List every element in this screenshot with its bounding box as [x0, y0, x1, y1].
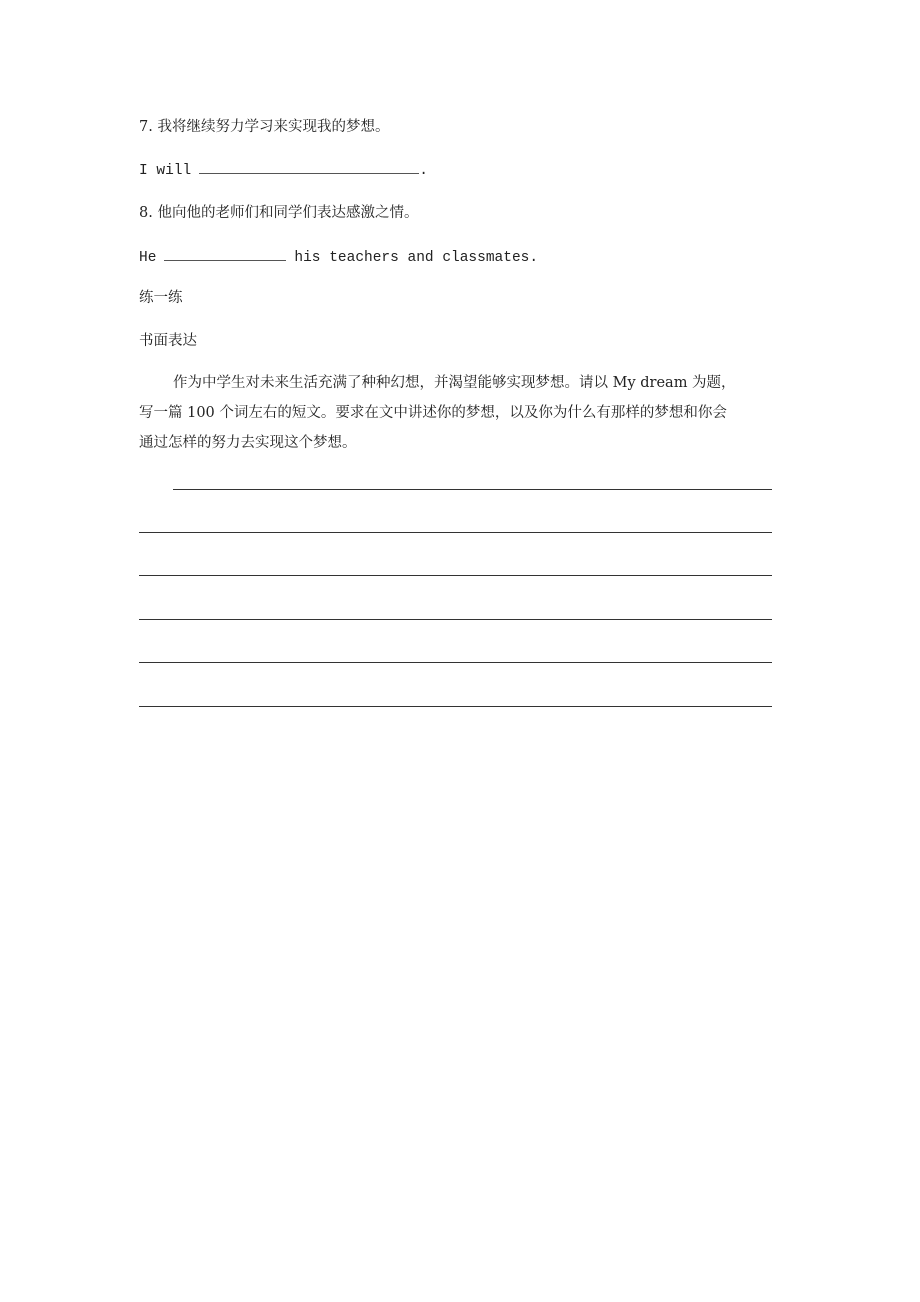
answer-blank[interactable] [164, 246, 286, 261]
answer-prefix: He [139, 250, 157, 266]
writing-line[interactable] [139, 706, 772, 707]
question-7-prompt: 7. 我将继续努力学习来实现我的梦想。 [139, 119, 390, 135]
answer-prefix: I will [139, 163, 192, 179]
writing-line[interactable] [139, 619, 772, 620]
writing-prompt-line: 写一篇 100 个词左右的短文。要求在文中讲述你的梦想，以及你为什么有那样的梦想和你会 [139, 405, 727, 421]
writing-line[interactable] [139, 532, 772, 533]
writing-line[interactable] [139, 575, 772, 576]
writing-line[interactable] [139, 662, 772, 663]
writing-prompt-line: 作为中学生对未来生活充满了种种幻想，并渴望能够实现梦想。请以 My dream 为题， [173, 375, 736, 391]
writing-line[interactable] [173, 489, 772, 490]
answer-blank[interactable] [199, 159, 419, 174]
question-8-prompt: 8. 他向他的老师们和同学们表达感激之情。 [139, 205, 419, 221]
subsection-title: 书面表达 [139, 333, 197, 349]
question-7-answer [139, 159, 428, 179]
answer-suffix: his teachers and classmates. [294, 250, 539, 266]
section-title: 练一练 [139, 290, 183, 306]
answer-suffix: . [419, 163, 428, 179]
writing-prompt-line: 通过怎样的努力去实现这个梦想。 [139, 435, 357, 451]
question-8-answer [139, 246, 538, 266]
